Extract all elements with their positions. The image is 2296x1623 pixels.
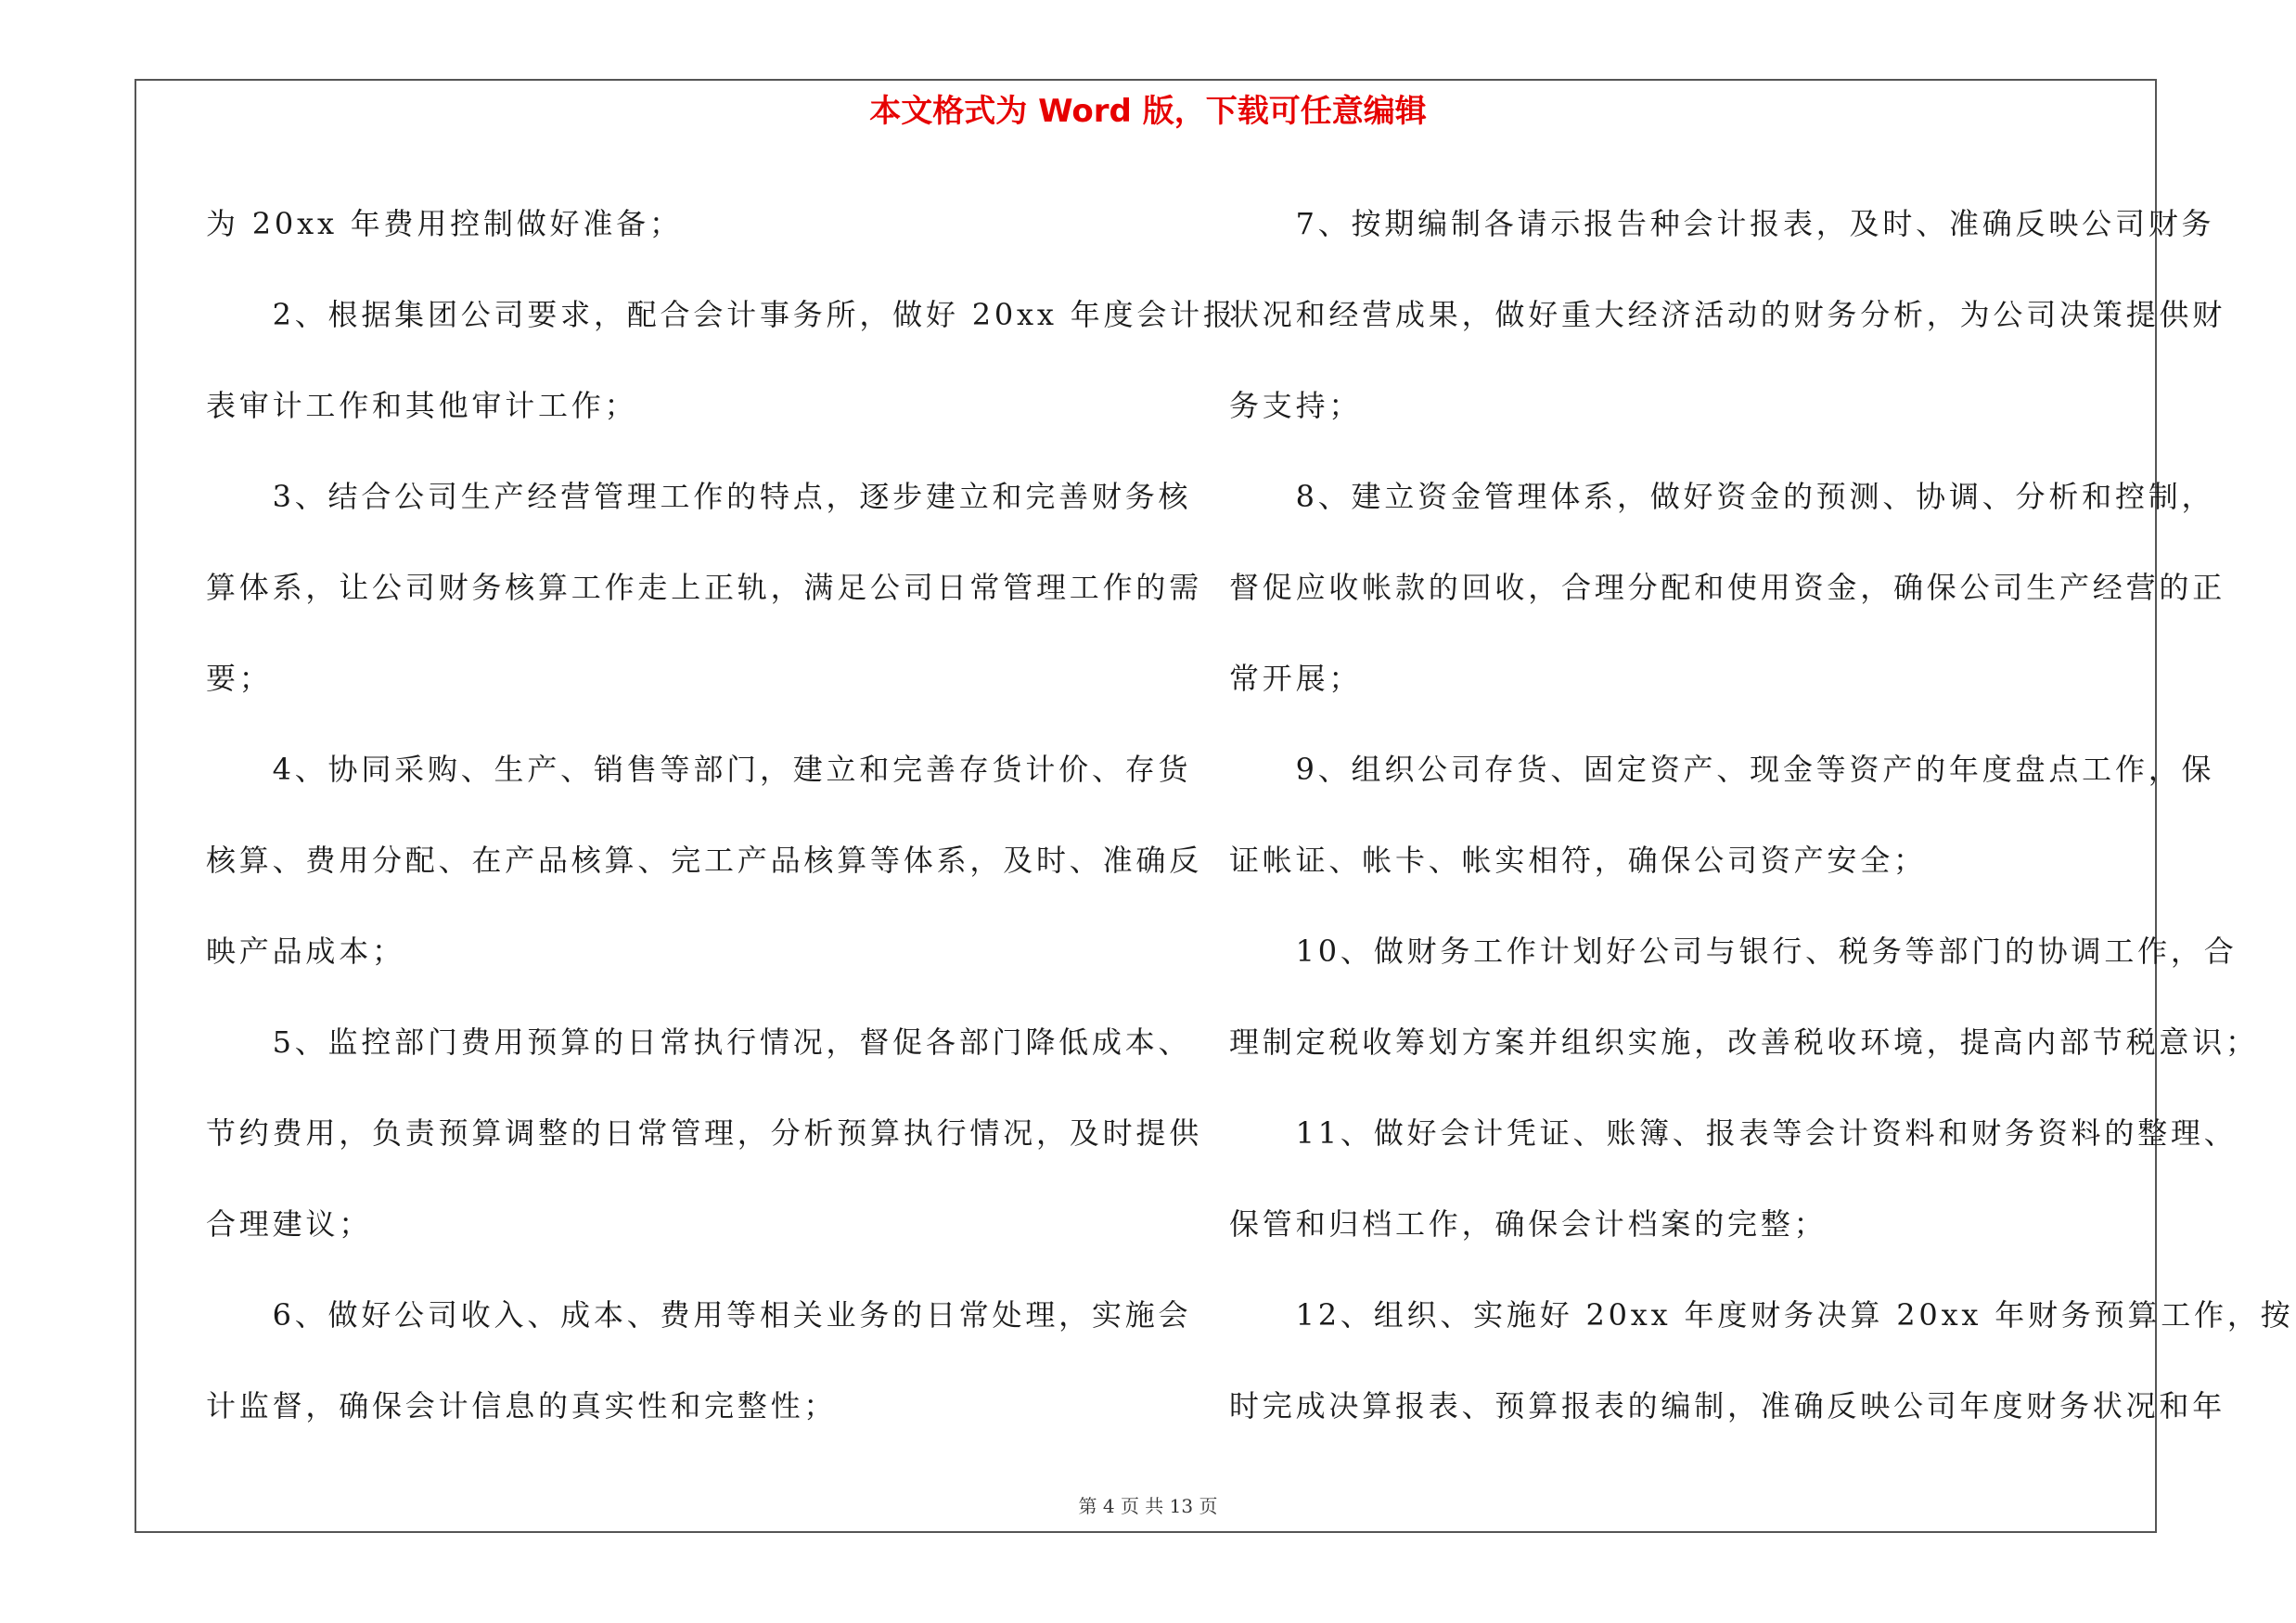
text-line: 8、建立资金管理体系，做好资金的预测、协调、分析和控制， [1229, 479, 2215, 514]
header-banner: 本文格式为 Word 版，下载可任意编辑 [869, 93, 1427, 130]
text-line: 要； [206, 661, 273, 696]
text-line: 12、组织、实施好 20xx 年度财务决算 20xx 年财务预算工作，按 [1229, 1297, 2294, 1333]
text-line: 理制定税收筹划方案并组织实施，改善税收环境，提高内部节税意识； [1229, 1024, 2259, 1060]
text-line: 表审计工作和其他审计工作； [206, 388, 638, 423]
text-line: 9、组织公司存货、固定资产、现金等资产的年度盘点工作，保 [1229, 752, 2215, 787]
text-line: 常开展； [1229, 661, 1363, 696]
text-line: 证帐证、帐卡、帐实相符，确保公司资产安全； [1229, 843, 1927, 878]
text-line: 算体系，让公司财务核算工作走上正轨，满足公司日常管理工作的需 [206, 570, 1203, 605]
text-line: 督促应收帐款的回收，合理分配和使用资金，确保公司生产经营的正 [1229, 570, 2226, 605]
text-line: 为 20xx 年费用控制做好准备； [206, 206, 683, 241]
text-line: 计监督，确保会计信息的真实性和完整性； [206, 1388, 838, 1423]
text-line: 映产品成本； [206, 934, 405, 969]
text-line: 10、做财务工作计划好公司与银行、税务等部门的协调工作，合 [1229, 934, 2238, 969]
left-column [206, 178, 1237, 1451]
right-column [1229, 178, 2294, 1451]
text-line: 7、按期编制各请示报告种会计报表，及时、准确反映公司财务 [1229, 206, 2215, 241]
text-line: 核算、费用分配、在产品核算、完工产品核算等体系，及时、准确反 [206, 843, 1203, 878]
text-line: 时完成决算报表、预算报表的编制，准确反映公司年度财务状况和年 [1229, 1388, 2226, 1423]
text-line: 5、监控部门费用预算的日常执行情况，督促各部门降低成本、 [206, 1024, 1192, 1060]
text-line: 务支持； [1229, 388, 1363, 423]
text-line: 节约费用，负责预算调整的日常管理，分析预算执行情况，及时提供 [206, 1115, 1203, 1151]
text-line: 状况和经营成果，做好重大经济活动的财务分析，为公司决策提供财 [1229, 297, 2226, 332]
text-line: 6、做好公司收入、成本、费用等相关业务的日常处理，实施会 [206, 1297, 1192, 1333]
text-line: 保管和归档工作，确保会计档案的完整； [1229, 1206, 1828, 1242]
text-line: 3、结合公司生产经营管理工作的特点，逐步建立和完善财务核 [206, 479, 1192, 514]
text-line: 4、协同采购、生产、销售等部门，建立和完善存货计价、存货 [206, 752, 1192, 787]
text-line: 2、根据集团公司要求，配合会计事务所，做好 20xx 年度会计报 [206, 297, 1237, 332]
text-line: 合理建议； [206, 1206, 373, 1242]
text-line: 11、做好会计凭证、账簿、报表等会计资料和财务资料的整理、 [1229, 1115, 2238, 1151]
page-number: 第 4 页 共 13 页 [1078, 1495, 1218, 1517]
